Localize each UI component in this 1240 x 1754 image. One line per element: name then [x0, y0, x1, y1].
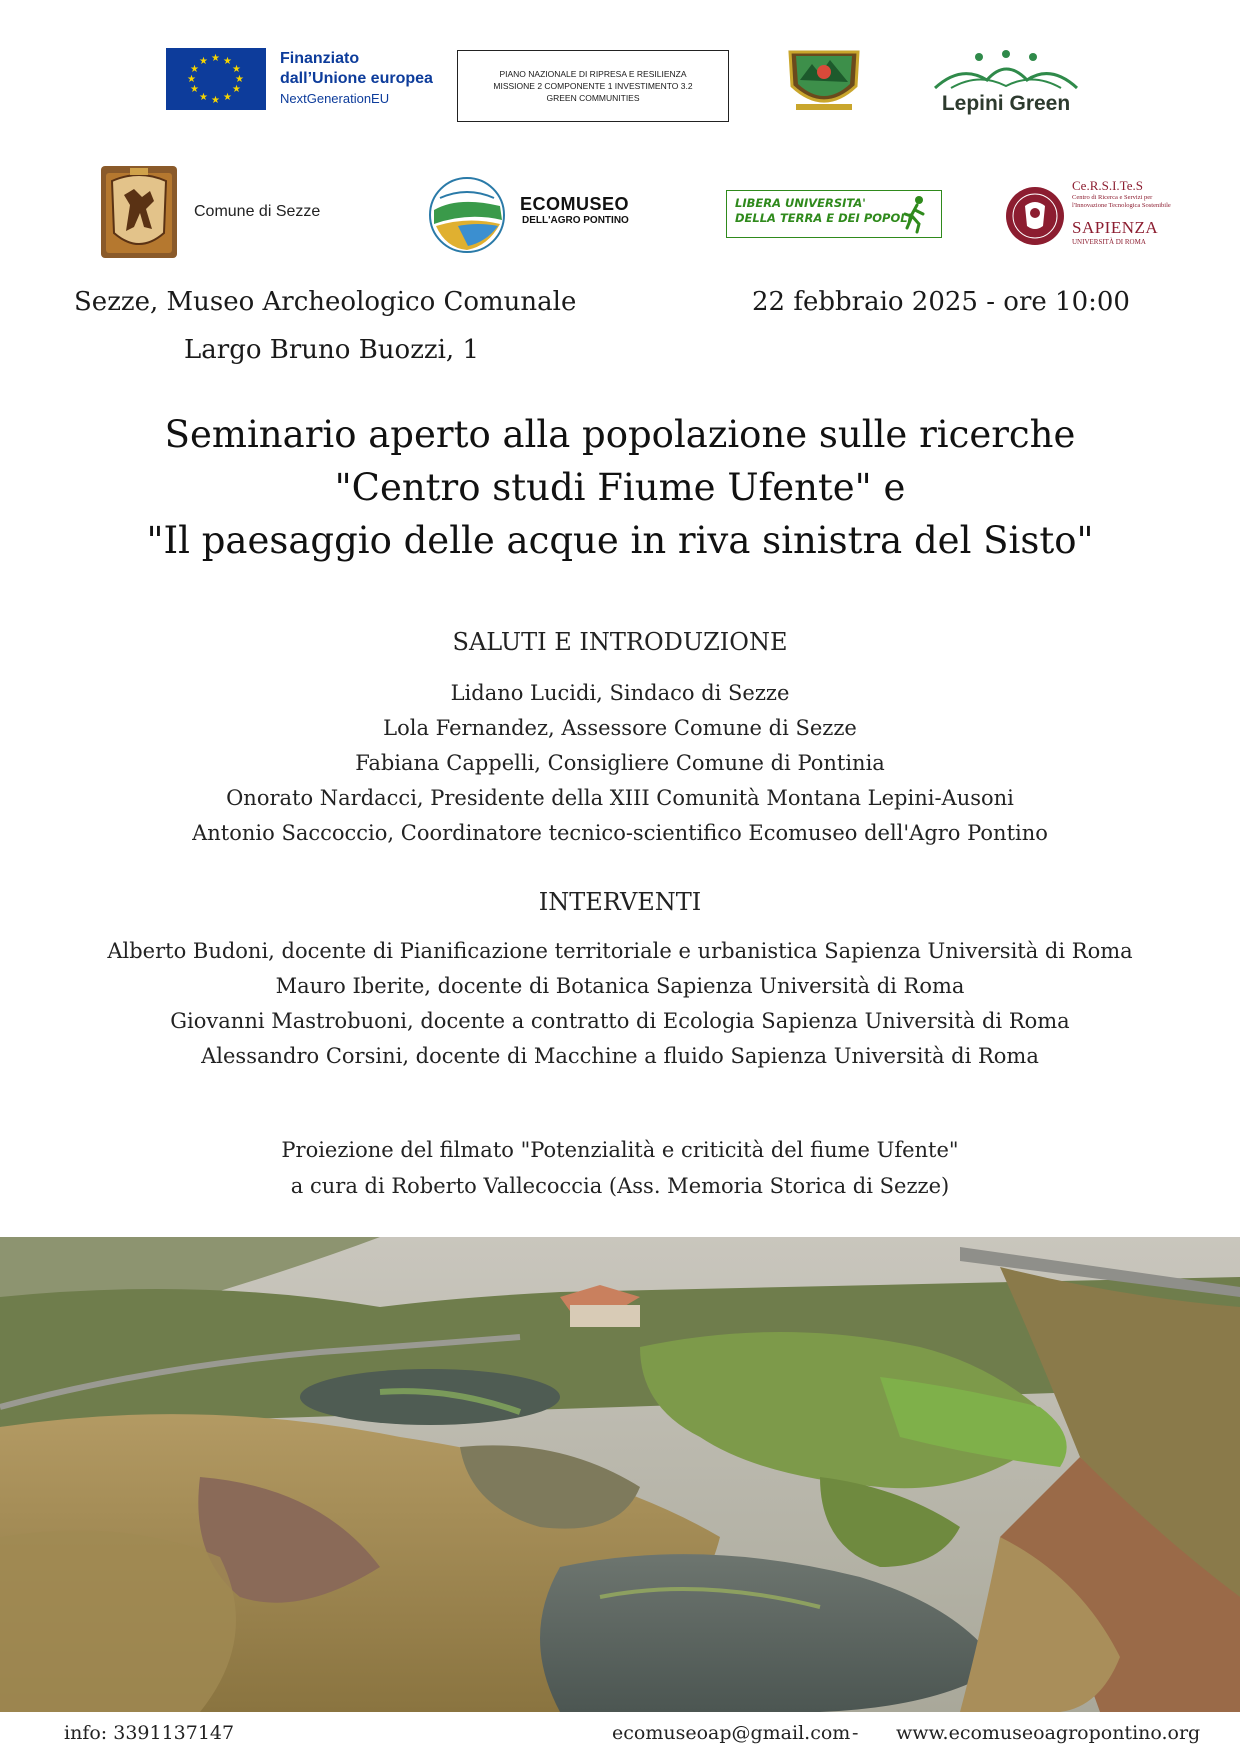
list-item: Fabiana Cappelli, Consigliere Comune di Pontinia	[355, 751, 885, 775]
sapienza-name: SAPIENZA	[1072, 218, 1159, 237]
sezze-crest-icon	[100, 165, 178, 259]
saluti-heading: SALUTI E INTRODUZIONE	[452, 628, 788, 656]
pnrr-line2: MISSIONE 2 COMPONENTE 1 INVESTIMENTO 3.2	[493, 81, 693, 91]
libera-line1: LIBERA UNIVERSITA'	[735, 196, 866, 210]
footer-info: info: 3391137147	[64, 1722, 235, 1744]
event-date: 22 febbraio 2025 - ore 10:00	[752, 287, 1130, 317]
pnrr-box	[457, 50, 729, 122]
list-item: Mauro Iberite, docente di Botanica Sapienza Università di Roma	[275, 974, 965, 998]
list-item: Lola Fernandez, Assessore Comune di Sezze	[383, 716, 857, 740]
lepini-green-title: Lepini Green	[941, 92, 1071, 115]
footer-website[interactable]: www.ecomuseoagropontino.org	[896, 1722, 1201, 1744]
cersites-desc2: l'Innovazione Tecnologica Sostenibile	[1072, 202, 1171, 209]
seminar-title	[0, 408, 1240, 567]
pnrr-line3: GREEN COMMUNITIES	[546, 93, 640, 103]
eu-funding-text	[280, 49, 433, 109]
eu-funding-logo	[166, 48, 433, 110]
title-line1: Seminario aperto alla popolazione sulle ricerche	[164, 413, 1076, 456]
venue-line2: Largo Bruno Buozzi, 1	[184, 335, 479, 365]
eu-flag-icon: ★ ★ ★ ★ ★ ★ ★ ★ ★ ★ ★ ★	[166, 48, 266, 110]
footer-separator: -	[852, 1722, 859, 1744]
lepini-green-logo	[930, 50, 1082, 116]
list-item: Alessandro Corsini, docente di Macchine a fluido Sapienza Università di Roma	[201, 1044, 1039, 1068]
runner-icon	[901, 194, 931, 234]
title-line3: "Il paesaggio delle acque in riva sinistra del Sisto"	[146, 519, 1094, 562]
list-item: Antonio Saccoccio, Coordinatore tecnico-scientifico Ecomuseo dell'Agro Pontino	[192, 821, 1048, 845]
libera-line2: DELLA TERRA E DEI POPOLI	[735, 211, 912, 225]
lepini-mountains-icon	[931, 50, 1081, 90]
projection-info	[0, 1132, 1240, 1204]
libera-universita-logo	[726, 190, 942, 238]
sapienza-uni: UNIVERSITÀ DI ROMA	[1072, 238, 1146, 246]
comune-sezze-label: Comune di Sezze	[194, 203, 321, 220]
eu-line1: Finanziato	[280, 50, 360, 67]
list-item: Alberto Budoni, docente di Pianificazione territoriale e urbanistica Sapienza Università di Roma	[107, 939, 1133, 963]
ecomuseo-logo-icon	[428, 176, 506, 254]
cersites-desc1: Centro di Ricerca e Servizi per	[1072, 194, 1153, 201]
sapienza-seal-icon	[1005, 180, 1065, 252]
eu-line2: dall’Unione europea	[280, 70, 433, 87]
saluti-list	[0, 676, 1240, 851]
eu-line3: NextGenerationEU	[280, 91, 390, 106]
landscape-photo	[0, 1237, 1240, 1712]
projection-line2: a cura di Roberto Vallecoccia (Ass. Memoria Storica di Sezze)	[290, 1174, 950, 1198]
ecomuseo-name: ECOMUSEO	[520, 194, 630, 214]
list-item: Giovanni Mastrobuoni, docente a contratto di Ecologia Sapienza Università di Roma	[170, 1009, 1070, 1033]
cersites-label: Ce.R.S.I.Te.S	[1072, 178, 1143, 193]
footer-email[interactable]: ecomuseoap@gmail.com	[612, 1722, 851, 1744]
pnrr-line1: PIANO NAZIONALE DI RIPRESA E RESILIENZA	[499, 69, 687, 79]
list-item: Onorato Nardacci, Presidente della XIII Comunità Montana Lepini-Ausoni	[226, 786, 1014, 810]
projection-line1: Proiezione del filmato "Potenzialità e criticità del fiume Ufente"	[281, 1138, 959, 1162]
venue-line1: Sezze, Museo Archeologico Comunale	[74, 287, 577, 317]
list-item: Lidano Lucidi, Sindaco di Sezze	[450, 681, 790, 705]
ecomuseo-sub: DELL'AGRO PONTINO	[522, 215, 629, 226]
sapienza-text	[1072, 178, 1171, 246]
ecomuseo-title	[520, 194, 629, 226]
title-line2: "Centro studi Fiume Ufente" e	[334, 466, 906, 509]
comunita-montana-logo	[786, 46, 862, 114]
interventi-list	[0, 934, 1240, 1074]
interventi-heading: INTERVENTI	[538, 888, 702, 916]
